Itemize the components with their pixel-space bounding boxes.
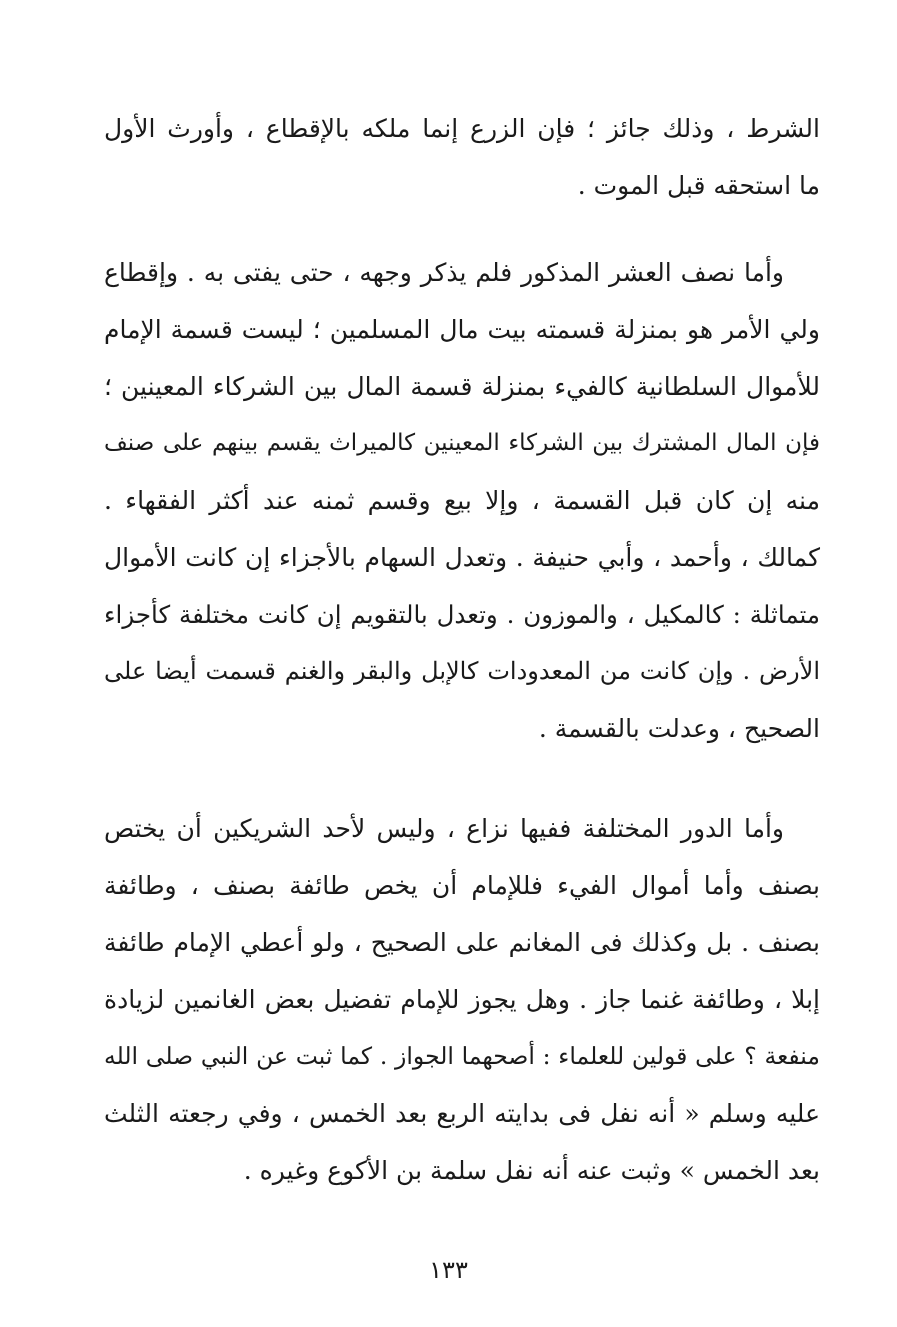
text-line: وأما نصف العشر المذكور فلم يذكر وجهه ، حتى يفتى به . وإقطاع <box>104 258 784 287</box>
text-line: ما استحقه قبل الموت . <box>577 171 820 200</box>
text-line: ولي الأمر هو بمنزلة قسمته بيت مال المسلمين ؛ ليست قسمة الإمام <box>104 315 820 344</box>
text-line: بعد الخمس » وثبت عنه أنه نفل سلمة بن الأكوع وغيره . <box>243 1156 820 1185</box>
text-line: الشرط ، وذلك جائز ؛ فإن الزرع إنما ملكه بالإقطاع ، وأورث الأول <box>104 114 820 143</box>
text-line: منفعة ؟ على قولين للعلماء : أصحهما الجواز . كما ثبت عن النبي صلى الله <box>104 1042 820 1070</box>
text-line: الصحيح ، وعدلت بالقسمة . <box>538 714 820 743</box>
text-line: فإن المال المشترك بين الشركاء المعينين كالميراث يقسم بينهم على صنف <box>104 430 820 456</box>
paragraph-2 <box>104 244 820 757</box>
text-line: إبلا ، وطائفة غنما جاز . وهل يجوز للإمام تفضيل بعض الغانمين لزيادة <box>104 985 820 1014</box>
text-line: بصنف وأما أموال الفيء فللإمام أن يخص طائفة بصنف ، وطائفة <box>104 871 820 900</box>
text-line: متماثلة : كالمكيل ، والموزون . وتعدل بالتقويم إن كانت مختلفة كأجزاء <box>104 600 820 629</box>
page-number: ١٣٣ <box>429 1256 468 1284</box>
paragraph-3 <box>104 800 820 1199</box>
text-line: للأموال السلطانية كالفيء بمنزلة قسمة المال بين الشركاء المعينين ؛ <box>104 372 820 401</box>
text-line: منه إن كان قبل القسمة ، وإلا بيع وقسم ثمنه عند أكثر الفقهاء . <box>104 486 820 515</box>
text-line: بصنف . بل وكذلك فى المغانم على الصحيح ، ولو أعطي الإمام طائفة <box>104 928 820 957</box>
text-line: عليه وسلم « أنه نفل فى بدايته الربع بعد الخمس ، وفي رجعته الثلث <box>104 1099 820 1128</box>
paragraph-1 <box>104 100 820 214</box>
text-line: وأما الدور المختلفة ففيها نزاع ، وليس لأحد الشريكين أن يختص <box>104 814 784 843</box>
text-line: الأرض . وإن كانت من المعدودات كالإبل والبقر والغنم قسمت أيضا على <box>104 657 820 685</box>
text-line: كمالك ، وأحمد ، وأبي حنيفة . وتعدل السهام بالأجزاء إن كانت الأموال <box>104 543 820 572</box>
